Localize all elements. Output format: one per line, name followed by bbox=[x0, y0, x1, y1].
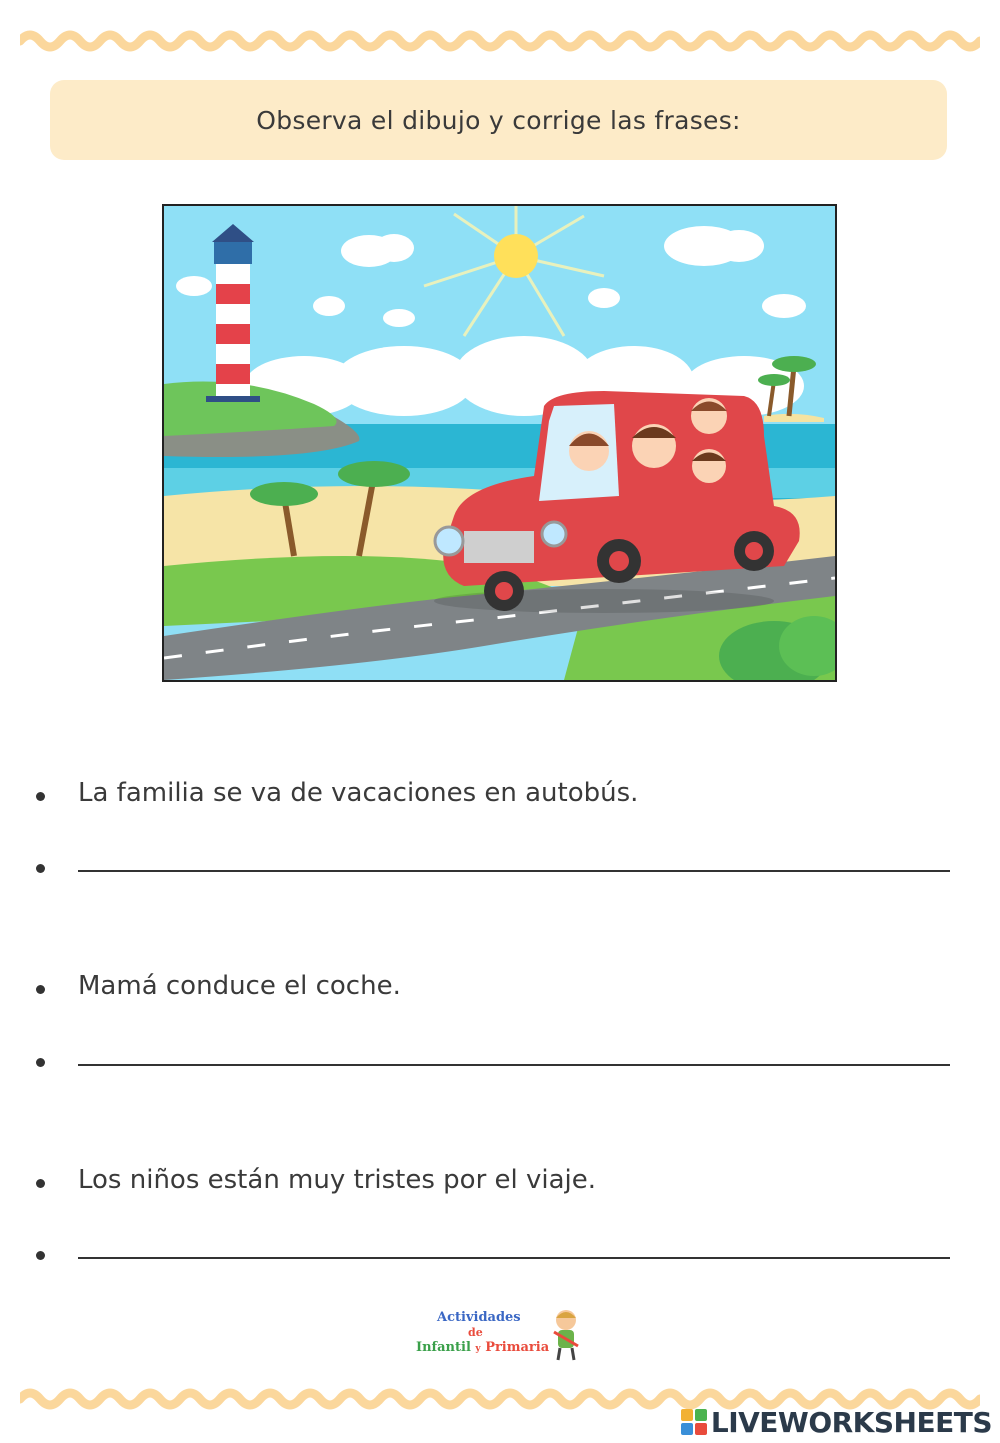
exercise-item-1 bbox=[0, 778, 1000, 824]
actividades-logo bbox=[412, 1304, 592, 1364]
bullet-icon bbox=[36, 1179, 45, 1188]
exercise-item-2 bbox=[0, 971, 1000, 1017]
answer-row-3[interactable] bbox=[0, 1243, 1000, 1283]
top-wave-border bbox=[20, 26, 980, 56]
bullet-icon bbox=[36, 1251, 45, 1260]
answer-input-line[interactable] bbox=[78, 870, 950, 872]
instruction-banner bbox=[50, 80, 947, 160]
logo-line-1: Actividades bbox=[437, 1310, 521, 1325]
child-mascot-icon bbox=[548, 1308, 584, 1362]
logo-word-infantil: Infantil bbox=[416, 1340, 471, 1355]
exercise-item-3 bbox=[0, 1165, 1000, 1211]
liveworksheets-text: LIVEWORKSHEETS bbox=[710, 1405, 992, 1439]
bullet-icon bbox=[36, 985, 45, 994]
bullet-icon bbox=[36, 792, 45, 801]
sentence-text: La familia se va de vacaciones en autobús. bbox=[78, 778, 639, 808]
logo-word-y: y bbox=[475, 1344, 481, 1354]
bullet-icon bbox=[36, 864, 45, 873]
sentence-text: Los niños están muy tristes por el viaje. bbox=[78, 1165, 597, 1195]
bullet-icon bbox=[36, 1058, 45, 1067]
instruction-text: Observa el dibujo y corrige las frases: bbox=[256, 105, 741, 135]
answer-row-1[interactable] bbox=[0, 856, 1000, 896]
liveworksheets-watermark bbox=[681, 1404, 992, 1440]
logo-line-2: de bbox=[468, 1326, 483, 1339]
answer-row-2[interactable] bbox=[0, 1050, 1000, 1090]
logo-word-primaria: Primaria bbox=[485, 1340, 550, 1355]
liveworksheets-badge-icon bbox=[681, 1409, 707, 1435]
answer-input-line[interactable] bbox=[78, 1257, 950, 1259]
sentence-text: Mamá conduce el coche. bbox=[78, 971, 401, 1001]
logo-line-3 bbox=[416, 1340, 549, 1355]
beach-car-illustration bbox=[162, 204, 837, 682]
answer-input-line[interactable] bbox=[78, 1064, 950, 1066]
